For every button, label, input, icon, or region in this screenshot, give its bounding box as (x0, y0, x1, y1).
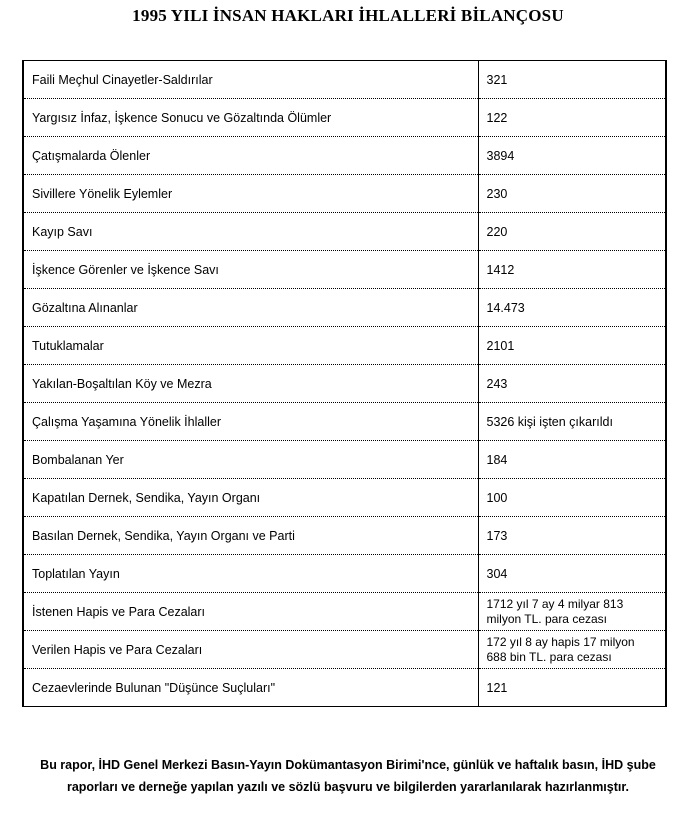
page-title: 1995 YILI İNSAN HAKLARI İHLALLERİ BİLANÇOSU (132, 6, 564, 25)
row-value: 100 (478, 479, 666, 517)
row-label: Basılan Dernek, Sendika, Yayın Organı ve Parti (23, 517, 478, 555)
row-label: Yakılan-Boşaltılan Köy ve Mezra (23, 365, 478, 403)
row-label: Gözaltına Alınanlar (23, 289, 478, 327)
row-label: Bombalanan Yer (23, 441, 478, 479)
row-label: Kapatılan Dernek, Sendika, Yayın Organı (23, 479, 478, 517)
row-label: Kayıp Savı (23, 213, 478, 251)
row-label: Faili Meçhul Cinayetler-Saldırılar (23, 61, 478, 99)
row-label: Tutuklamalar (23, 327, 478, 365)
row-value: 14.473 (478, 289, 666, 327)
table-row (23, 593, 666, 631)
row-value: 321 (478, 61, 666, 99)
row-label: İstenen Hapis ve Para Cezaları (23, 593, 478, 631)
table-row (23, 403, 666, 441)
row-value: 173 (478, 517, 666, 555)
row-label: Verilen Hapis ve Para Cezaları (23, 631, 478, 669)
table-row (23, 61, 666, 99)
row-value: 184 (478, 441, 666, 479)
table-row (23, 327, 666, 365)
row-value: 2101 (478, 327, 666, 365)
row-label: Çalışma Yaşamına Yönelik İhlaller (23, 403, 478, 441)
table-row (23, 517, 666, 555)
row-value: 220 (478, 213, 666, 251)
row-value: 5326 kişi işten çıkarıldı (478, 403, 666, 441)
row-value: 1412 (478, 251, 666, 289)
row-value: 122 (478, 99, 666, 137)
table-row (23, 631, 666, 669)
table-row (23, 289, 666, 327)
row-label: Sivillere Yönelik Eylemler (23, 175, 478, 213)
table-row (23, 175, 666, 213)
row-value: 304 (478, 555, 666, 593)
table-row (23, 137, 666, 175)
row-label: Cezaevlerinde Bulunan "Düşünce Suçluları" (23, 669, 478, 707)
violations-table (22, 60, 667, 707)
table-row (23, 251, 666, 289)
row-value: 172 yıl 8 ay hapis 17 milyon 688 bin TL. para cezası (478, 631, 666, 669)
row-label: Toplatılan Yayın (23, 555, 478, 593)
table-row (23, 479, 666, 517)
row-label: Yargısız İnfaz, İşkence Sonucu ve Gözaltında Ölümler (23, 99, 478, 137)
table-row (23, 213, 666, 251)
table-row (23, 555, 666, 593)
row-value: 121 (478, 669, 666, 707)
row-label: İşkence Görenler ve İşkence Savı (23, 251, 478, 289)
footer-note: Bu rapor, İHD Genel Merkezi Basın-Yayın Dokümantasyon Birimi'nce, günlük ve haftalık basın, İHD şube raporları ve derneğe yapılan yazılı ve sözlü başvuru ve bilgilerden yararlanılarak hazırlanmıştır. (40, 758, 656, 794)
table-row (23, 99, 666, 137)
row-value: 230 (478, 175, 666, 213)
row-value: 1712 yıl 7 ay 4 milyar 813 milyon TL. para cezası (478, 593, 666, 631)
table-row (23, 669, 666, 707)
row-value: 243 (478, 365, 666, 403)
table-row (23, 441, 666, 479)
table-row (23, 365, 666, 403)
row-value: 3894 (478, 137, 666, 175)
row-label: Çatışmalarda Ölenler (23, 137, 478, 175)
